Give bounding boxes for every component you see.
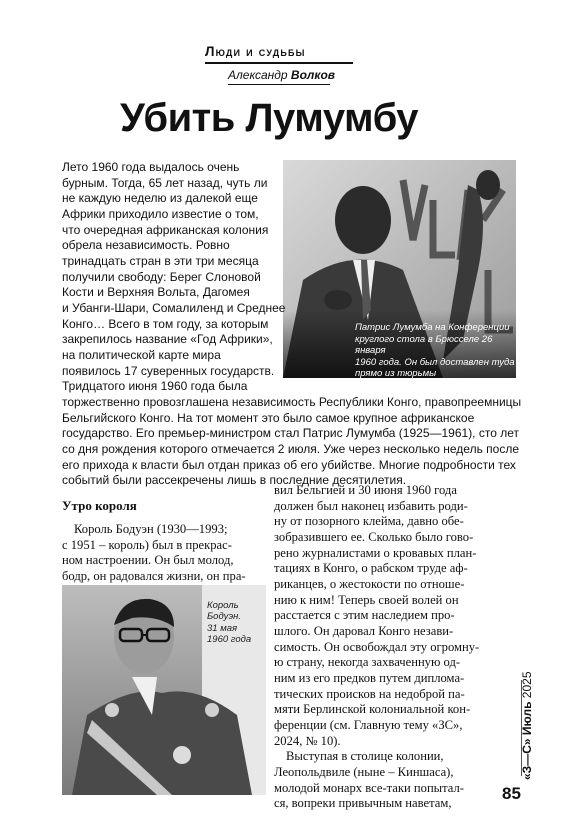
section-subhead: Утро короля	[62, 498, 137, 513]
body-line: Король Бодуэн (1930—1993;	[74, 522, 228, 536]
intro-line: событий были рассекречены лишь в последние десятилетия.	[62, 473, 407, 487]
caption-line: прямо из тюрьмы	[355, 368, 437, 380]
body-line: ном настроении. Он был молод,	[62, 553, 234, 567]
intro-line: тринадцать стран в эти три месяца	[62, 254, 259, 268]
intro-line: на политической карте мира	[62, 348, 221, 362]
body-line: ся, вопреки привычным наветам,	[274, 796, 452, 810]
section-label: Люди и судьбы	[205, 44, 306, 59]
caption-line: круглого стола в Брюсселе 26 января	[355, 333, 493, 357]
section-rule	[205, 62, 353, 64]
body-line: мяти Берлинской колониальной кон-	[274, 702, 471, 716]
body-line: с 1951 – король) был в прекрас-	[62, 538, 232, 552]
body-line: расстается с этим наследием про-	[274, 608, 455, 622]
lumumba-photo-caption	[355, 322, 515, 380]
body-line: 2024, № 10).	[274, 734, 341, 748]
body-line: Выступая в столице колонии,	[286, 749, 444, 763]
body-line: бодр, он радовался жизни, он пра-	[62, 569, 246, 583]
intro-line: государство. Его премьер-министром стал Патрис Лумумба (1925—1961), сто лет	[62, 426, 519, 440]
issue-month: Июль	[520, 701, 534, 736]
intro-line: Лето 1960 года выдалось очень	[62, 160, 240, 174]
author-last-name: Волков	[290, 68, 336, 82]
intro-line: закрепилось название «Год Африки»,	[62, 332, 273, 346]
caption-line: 1960 года	[207, 634, 252, 646]
body-line: тических происков на недоброй па-	[274, 687, 465, 701]
page-number: 85	[502, 784, 521, 803]
intro-line: его прихода к власти был отдан приказ об его убийстве. Многие подробности тех	[62, 458, 516, 472]
caption-line: Патрис Лумумба на Конференции	[355, 322, 510, 333]
intro-line: что очередная африканская колония	[62, 223, 269, 237]
intro-line: не каждую неделю из далекой еще	[62, 191, 258, 205]
intro-line: и Убанги-Шари, Сомалиленд и Среднее	[62, 301, 286, 315]
body-line: ну от позорного клейма, давно обе-	[274, 514, 464, 528]
body-line: Леопольдвиле (ныне – Киншаса),	[274, 765, 454, 779]
body-line: зобразившего ее. Сколько было гово-	[274, 530, 474, 544]
caption-line: 31 мая	[207, 622, 238, 634]
caption-line: 1960 года. Он был доставлен туда	[355, 356, 515, 368]
body-line: вил Бельгией и 30 июня 1960 года	[274, 483, 457, 497]
body-line: ю страну, некогда захваченную од-	[274, 655, 461, 669]
body-line: молодой монарх все-таки попытал-	[274, 781, 464, 795]
intro-line: появилось 17 суверенных государств.	[62, 364, 275, 378]
journal-name: «З—С»	[520, 738, 534, 780]
body-line: риканцев, о жестокости по отноше-	[274, 577, 465, 591]
caption-line: Бодуэн.	[207, 611, 242, 623]
body-line: ференции (см. Главную тему «ЗС»,	[274, 718, 463, 732]
intro-line: Кости и Верхняя Вольта, Дагомея	[62, 285, 250, 299]
caption-line: Король	[207, 600, 239, 611]
author-first-name: Александр	[228, 68, 288, 82]
author-rule	[228, 84, 330, 85]
body-line: рено журналистами о кровавых план-	[274, 546, 477, 560]
issue-year: 2025	[520, 671, 534, 699]
body-line: симость. Он освобождал эту огромну-	[274, 640, 480, 654]
author-byline	[228, 68, 335, 82]
intro-line: получили свободу: Берег Слоновой	[62, 270, 261, 284]
body-line: тациях в Конго, о рабском труде аф-	[274, 561, 468, 575]
body-line: нию к ним! Теперь своей волей он	[274, 593, 459, 607]
journal-issue-label	[520, 600, 536, 780]
body-line: шлого. Он даровал Конго незави-	[274, 624, 454, 638]
article-title: Убить Лумумбу	[120, 96, 419, 140]
intro-line: торжественно провозглашена независимость Республики Конго, правопреемницы	[62, 395, 522, 409]
intro-line: со дня рождения которого отмечается 2 июля. Уже через несколько недель после	[62, 442, 520, 456]
intro-line: Конго… Всего в том году, за которым	[62, 317, 269, 331]
body-line: должен был наконец избавить роди-	[274, 499, 468, 513]
intro-line: обрела независимость. Ровно	[62, 238, 230, 252]
intro-line: бурным. Тогда, 65 лет назад, чуть ли	[62, 176, 268, 190]
body-line: ним из его предков путем диплома-	[274, 671, 465, 685]
intro-line: Тридцатого июня 1960 года была	[62, 379, 248, 393]
intro-line: Бельгийского Конго. На тот момент это было самое крупное африканское	[62, 411, 475, 425]
intro-line: Африки приходило известие о том,	[62, 207, 259, 221]
king-photo-caption	[207, 600, 263, 646]
